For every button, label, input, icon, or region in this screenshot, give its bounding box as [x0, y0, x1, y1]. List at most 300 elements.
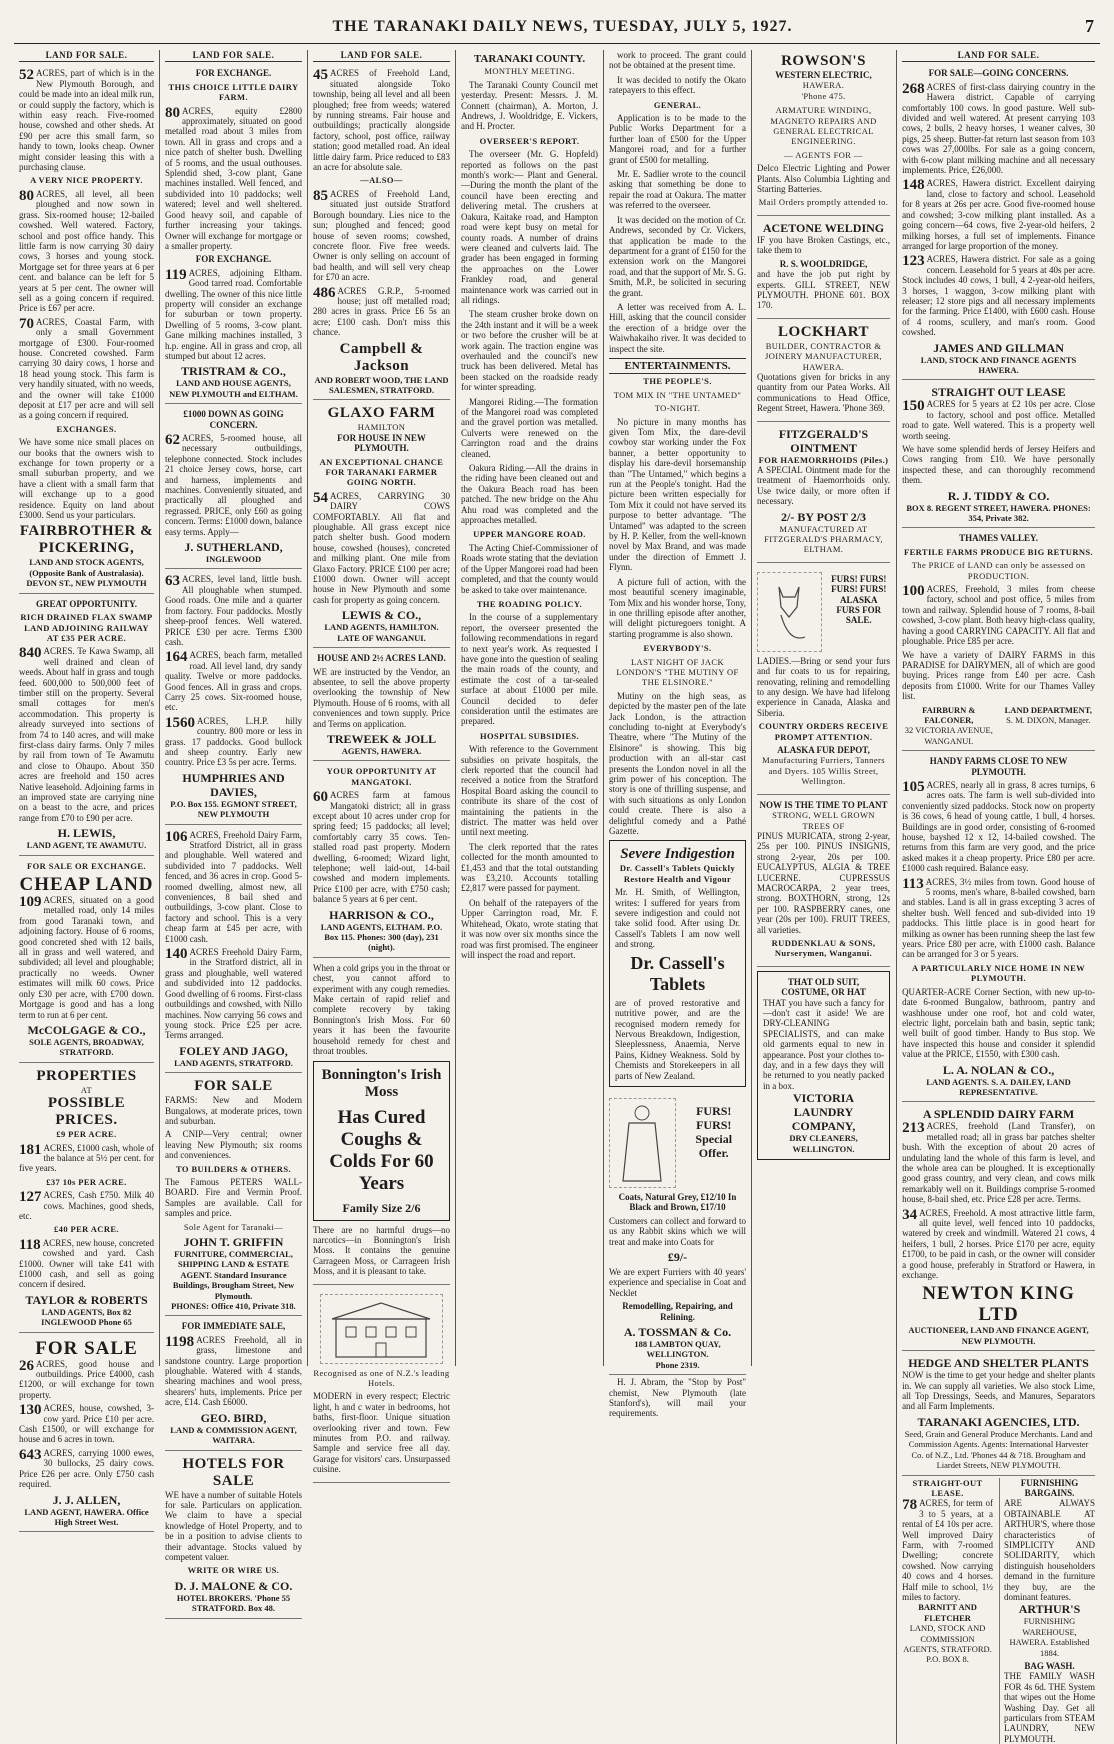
article-paragraph: Mr. E. Sadlier wrote to the council asking that something be done to repair the road at Oakura. The matter was referred to the overseer. — [609, 169, 746, 211]
ad-text: are of proved restorative and nutritive power, and are the recognised modern remedy for Nervous Breakdown, Indigestion, Sleeplessness, Anaemia, Nerve Pains, Kidney Weakness. Sold by Chemists and Storekeepers in all parts of New Zealand. — [615, 998, 740, 1081]
classified-ad — [902, 530, 1095, 751]
agent-phone: Phone 2319. — [609, 1360, 746, 1370]
ad-text: ACRES, Cash £750. Milk 40 cows. Machines, good sheds, etc. — [19, 1190, 154, 1221]
ad-heading: £1000 DOWN AS GOING CONCERN. — [165, 409, 302, 430]
ad-text: ACRES, for term of 3 to 5 years, at a rental of £4 10s per acre. Well improved Dairy Farm, with 7-roomed Dwelling; concrete cowshed. Now carrying 40 cows and 4 horses. Half mile to school, 1½ miles to factory. — [902, 1498, 993, 1602]
ad-text: WE have a number of suitable Hotels for sale. Particulars on application. We claim to have a special knowledge of Hotel Property, and to be in a position to advise clients to their advantage. Stocks valued by competent valuer. — [165, 1490, 302, 1563]
acreage: 119 — [165, 268, 187, 282]
classified-ad — [19, 596, 154, 856]
ad-text: ACRES, 5-roomed house, all necessary outbuildings, telephone connected. Stock includes 21 choice Jersey cows, horse, cart and harness, implements and machines. Conveniently situated, and practically all ploughed and regrassed. PRICE, only £60 as going concern. Terms: £1000 down, balance easy terms. Apply— — [165, 433, 302, 537]
remedy-title: Bonnington's Irish Moss — [319, 1067, 444, 1101]
ad-text: We are expert Furriers with 40 years' experience and specialise in Coat and Necklet — [609, 1267, 746, 1298]
acreage: 181 — [19, 1143, 42, 1157]
agent-name: GEO. BIRD, — [165, 1411, 302, 1425]
ad-subheading: FERTILE FARMS PRODUCE BIG RETURNS. — [902, 547, 1095, 557]
ad-text: Mail Orders promptly attended to. — [757, 197, 890, 207]
column-6b — [896, 50, 1095, 1744]
article-paragraph: The overseer (Mr. G. Hopfeld) reported as follows on the past month's work:— Plant and General.—During the month the plant of the council have been erecting and delivering metal. The crushers at Oakura, Kaitake road, and Hampton road were kept busy on metal for county roads. A number of drains were cleaned and culverts laid. The grader has been engaged in forming the approaches on the Lower Frankley road, and general maintenance work was carried out in all ridings. — [461, 149, 598, 305]
article-section-heading: THE ROADING POLICY. — [461, 599, 598, 609]
page-number: 7 — [1085, 16, 1094, 37]
ad-heading: NOW IS THE TIME TO PLANT — [757, 800, 890, 810]
ad-heading: FOR SALE — [165, 1078, 302, 1095]
agent-address: INGLEWOOD — [165, 554, 302, 564]
ad-subheading: BUILDER, CONTRACTOR & JOINERY MANUFACTURER, HAWERA. — [757, 341, 890, 372]
acreage: 113 — [902, 877, 924, 891]
agent-address: SOLE AGENTS, BROADWAY, STRATFORD. — [19, 1037, 154, 1058]
ad-text: A CNIP—Very central; owner leaving New Plymouth; six rooms and conveniences. — [165, 1129, 302, 1160]
ad-text: ACRES, all level, all been ploughed and now sown in grass. Six-roomed house; 12-bailed cowshed. Well watered. Factory, school and post office handy. This little farm is now carrying 30 dairy cows, 3 horses and young stock. Mortgage set for three years at 6 per cent. and balance can be left for 5 years at 5 per cent. The owner will sell as a going concern if required. Price is £67 per acre. — [19, 189, 154, 313]
ad-text: ACRES, Hawera district. Excellent dairying land, close to factory and school. Leasehold for 8 years at 26s per acre. Good five-roomed house and cowshed; 3-cow milking plant installed. As a going concern—64 cows, five 2-year-old heifers, 2 milking horses, a full set of implements. Finance arranged for large proportion of the money. — [902, 178, 1095, 250]
article-paragraph: With reference to the Government subsidies on private hospitals, the clerk reported that the council had received a notice from the Stratford Hospital Board asking the council to contribute its share of the cost of maintaining the patients in the district. The matter was held over until next meeting. — [461, 744, 598, 838]
agent-address: BOX 8. REGENT STREET, HAWERA. PHONES: 354, Private 382. — [902, 503, 1095, 524]
ad-heading: FITZGERALD'S OINTMENT — [757, 427, 890, 455]
ad-text: ACRES, beach farm, metalled road. All level land, dry sandy quality. Twelve or more paddocks. Good fences. All in grass and crops. Carry 25 cows. Six-roomed house, etc. — [165, 650, 302, 712]
classified-ad — [313, 402, 450, 648]
agent-name: H. LEWIS, — [19, 826, 154, 840]
article-paragraph: In the course of a supplementary report, the overseer presented the following recommendations in regard to next year's work. As requested I have gone into the question of sealing the main roads of the county, and estimate the cost of a tar-sealed surface at about £1000 per mile. Council decided to defer consideration until the estimates are prepared. — [461, 612, 598, 726]
article-paragraph: Mutiny on the high seas, as depicted by the master pen of the late Jack London, is the attraction concluding to-night at Everybody's Theatre, where "The Mutiny of the Elsinore" is showing. This big production with an all-star cast presents the London novel in all the grim power of his conception. The story is one of thrilling suspense, and with such situations as only London could create. There is also a delightful comedy and a Pathé Gazette. — [609, 691, 746, 837]
ad-text: ARMATURE WINDING, MAGNETO REPAIRS AND GENERAL ELECTRICAL ENGINEERING. — [757, 105, 890, 147]
agent-address: LAND & COMMISSION AGENT, WAITARA. — [165, 1425, 302, 1446]
ad-text: A SPECIAL Ointment made for the treatment of Haemorrhoids only. Use twice daily, or more often if necessary. — [757, 465, 890, 507]
ad-heading: YOUR OPPORTUNITY AT MANGATOKI. — [313, 766, 450, 787]
article-paragraph: Oakura Riding.—All the drains in the riding have been cleaned out and the Oakura Beach road has been patched. The new bridge on the Ahu Ahu road was completed and the approaches metalled. — [461, 463, 598, 525]
acreage: 70 — [19, 317, 34, 331]
ad-heading: LOCKHART — [757, 324, 890, 341]
price-line: £40 PER ACRE. — [19, 1224, 154, 1234]
agent-address: AND ROBERT WOOD, THE LAND SALESMEN, STRATFORD. — [313, 375, 450, 396]
classified-ad — [165, 1318, 302, 1450]
agent-address: LAND AGENTS, STRATFORD. — [165, 1058, 302, 1068]
acreage: 118 — [19, 1238, 41, 1252]
fox-illustration — [757, 572, 822, 652]
article-paragraph: The Acting Chief-Commissioner of Roads wrote stating that the deviation of the Upper Mangorei road had been completed, and that the county would be asked to take over maintenance. — [461, 543, 598, 595]
ad-text: THE FAMILY WASH FOR 4s 6d. THE System that wipes out the Home Washing Day. Get all particulars from STEAM LAUNDRY, NEW PLYMOUTH. — [1004, 1671, 1095, 1744]
agent-address: FURNISHING WAREHOUSE, HAWERA. Established 1884. — [1004, 1616, 1095, 1658]
ad-text: PINUS MURICATA, strong 2-year, 25s per 100. PINUS INSIGNIS, strong 2-year, 20s per 100. EUCALYPTUS, ALGIA & TREE LUCERNE. CUPRESSUS MACROCARPA, 2 year trees, strong. BOXTHORN, strong, 12s per 100. RASPBERRY canes, one year (20s per 100). FRUIT TREES, all varieties. — [757, 831, 890, 935]
ad-subheading: TO BUILDERS & OTHERS. — [165, 1164, 302, 1174]
agent-address: LAND AGENTS, HAMILTON. LATE OF WANGANUI. — [313, 622, 450, 643]
agent-name: BARNITT AND FLETCHER — [902, 1602, 993, 1623]
ad-subheading: FOR SALE OR EXCHANGE. — [19, 861, 154, 871]
agent-address: LAND AND STOCK AGENTS, (Opposite Bank of Australasia). DEVON ST., NEW PLYMOUTH — [19, 557, 154, 588]
ad-text: ACRES, carrying 1000 ewes, 30 bullocks, 25 dairy cows. Price £26 per acre. Only £750 cash required. — [19, 1448, 154, 1489]
ad-heading: A SPLENDID DAIRY FARM — [902, 1107, 1095, 1121]
ad-heading: FURS! FURS! Special Offer. — [682, 1094, 747, 1192]
ad-text: ACRES, equity £2800 approximately, situated on good metalled road about 3 miles from town. All in grass and crops and a nice patch of shelter bush. Dwelling of 5 rooms, and the usual outhouses. Splendid shed, 3-cow plant, Gane machines installed. Well fenced, and subdivided into 10 paddocks; well watered; level and well sheltered. Good heavy soil, and capable of further increasing your takings. Owner will exchange for mortgage or a smaller property. — [165, 106, 302, 251]
article-subheadline: MONTHLY MEETING. — [461, 66, 598, 76]
ad-subheading: HAMILTON — [313, 422, 450, 432]
ad-text: Customers can collect and forward to us any Rabbit skins which we will treat and make into Coats for — [609, 1216, 746, 1247]
column-6a — [757, 50, 890, 1744]
ad-text: ACRES, house, cowshed, 3-cow yard. Price £10 per acre. Cash £1500, or will exchange for house and 6 acres in town. — [19, 1403, 154, 1444]
acreage: 100 — [902, 584, 925, 598]
agent-name: D. J. MALONE & CO. — [165, 1579, 302, 1593]
column-2 — [160, 50, 308, 1366]
classified-ad — [165, 571, 302, 824]
ad-subheading: WRITE OR WIRE US. — [165, 1565, 302, 1575]
classified-ad — [165, 1075, 302, 1316]
ad-text: There are no harmful drugs—no narcotics—in Bonnington's Irish Moss. It contains the genuine Carrageen Moss, or Carrageen Irish Moss, and it is pleasant to take. — [313, 1225, 450, 1277]
acreage: 85 — [313, 189, 328, 203]
ad-text: ACRES G.R.P., 5-roomed house; just off metalled road; 280 acres in grass. Price £6 5s an acre; £100 cash. Don't miss this chance. — [313, 286, 450, 338]
ad-subheading: The PRICE of LAND can only be assessed on PRODUCTION. — [902, 560, 1095, 581]
agent-name: HARRISON & CO., — [313, 908, 450, 922]
acreage: 150 — [902, 399, 925, 413]
ad-heading: FURNISHING BARGAINS. — [1004, 1478, 1095, 1499]
agent-name: A. TOSSMAN & Co. — [609, 1325, 746, 1339]
acreage: 643 — [19, 1448, 42, 1462]
agent-name: HUMPHRIES AND DAVIES, — [165, 771, 302, 799]
acreage: 840 — [19, 646, 42, 660]
ad-text: ACRES, adjoining Eltham. Good tarred road. Comfortable dwelling. The owner of this nice little property will consider an exchange for suburban or town property. Dwelling of 5 rooms, 3-cow plant. Gane milking machines installed, 3 h.p. engine. All in grass and crop, all stumped but about 12 acres. — [165, 268, 302, 361]
agent-address: LAND, STOCK AND FINANCE AGENTS HAWERA. — [902, 355, 1095, 376]
acreage: 130 — [19, 1403, 42, 1417]
ad-text: Delco Electric Lighting and Power Plants. Also Columbia Lighting and Starting Batteries. — [757, 163, 890, 194]
ad-text: ACRES, Freehold Dairy Farm, Stratford District, all in grass and ploughable. Well watered and subdivided into 7 paddocks. Well fenced, and 36 acres in crop. Good 5-roomed dwelling, almost new, all conveniences, 8 bail shed and outbuildings, 3-cow plant. Close to factory and school. This is a very cheap farm at £45 per acre, with £1000 cash. — [165, 830, 302, 944]
agent-name: NEWTON KING LTD — [902, 1283, 1095, 1325]
building-icon — [326, 1299, 436, 1359]
ad-heading: Coats, Natural Grey, £12/10 In Black and Brown, £17/10 — [609, 1192, 746, 1213]
ad-subheading: FOR HAEMORRHOIDS (Piles.) — [757, 455, 890, 465]
ad-heading: STRAIGHT OUT LEASE — [902, 385, 1095, 399]
agent-address: Seed, Grain and General Produce Merchants. Land and Commission Agents. Agents: International Harvester Co. of N.Z., Ltd. 'Phones 44 & 718. Brougham and Liardet Streets, NEW PLYMOUTH. — [902, 1429, 1095, 1471]
article-paragraph: work to proceed. The grant could not be obtained at the present time. — [609, 50, 746, 71]
acreage: 63 — [165, 574, 180, 588]
price-line: £9/- — [609, 1250, 746, 1264]
section-heading: LAND FOR SALE. — [902, 50, 1095, 62]
classified-ad — [902, 1104, 1095, 1351]
ad-text: ACRES of first-class dairying country in the Hawera district. Capable of carrying comfortably 100 cows. In good pasture. Well sub-divided and well watered. At present carrying 103 cows, 2 bulls, 2 heavy horses, 1 weaner calves, 30 pigs, 25 sheep. Butter-fat return last season from 103 cows was 27,000lbs. For sale as a going concern, with 6-cow plant milking machine and all necessary implements. Price, £26,000. — [902, 82, 1095, 175]
agent-name: R. J. TIDDY & CO. — [902, 489, 1095, 503]
acreage: 78 — [902, 1498, 917, 1512]
classified-ad — [902, 382, 1095, 528]
classified-ad — [19, 1065, 154, 1333]
agent-name: JAMES AND GILLMAN — [902, 341, 1095, 355]
ad-heading: ACETONE WELDING — [757, 221, 890, 235]
ad-tag: A VERY NICE PROPERTY. — [19, 175, 154, 185]
remedy-size: Family Size 2/6 — [319, 1201, 444, 1215]
acreage: 62 — [165, 433, 180, 447]
ad-heading: Dr. Cassell's Tablets — [615, 953, 740, 995]
coat-icon — [617, 1103, 667, 1183]
display-ad — [313, 960, 450, 1285]
section-heading: LAND FOR SALE. — [165, 50, 302, 62]
article-section-heading: HOSPITAL SUBSIDIES. — [461, 731, 598, 741]
ointment-ad — [757, 424, 890, 563]
acreage: 1560 — [165, 716, 195, 730]
classified-ad — [165, 406, 302, 569]
ad-heading: GLAXO FARM — [313, 405, 450, 422]
ad-text: ACRES Freehold Dairy Farm, in the Stratford district, all in grass and ploughable, well watered and subdivided into 12 paddocks. Good dwelling of 6 rooms. First-class outbuildings and cowshed, with Nillo machines. Now carrying 56 cows and young stock. Price £25 per acre. Terms arranged. — [165, 947, 302, 1040]
ad-subheading: —ALSO— — [313, 175, 450, 185]
ad-subheading: AT — [19, 1085, 154, 1095]
ad-text: MODERN in every respect; Electric light, h and c water in bedrooms, hot baths, first-floor. Unique situation overlooking river and town. Few minutes from P.O. and railway. Sample and service free all day. Garage for visitors' cars. Unsurpassed cuisine. — [313, 1391, 450, 1474]
ad-text: IF you have Broken Castings, etc., take them to — [757, 235, 890, 256]
agent-address: LAND AGENTS. S. A. DAILEY, LAND REPRESENTATIVE. — [902, 1077, 1095, 1098]
section-heading: LAND FOR SALE. — [19, 50, 154, 62]
ad-heading: Severe Indigestion — [615, 846, 740, 863]
acreage: 80 — [165, 106, 180, 120]
fur-depot-ad — [757, 565, 890, 795]
ad-text: We have some nice small places on our books that the owners wish to exchange for town property or a small suburban property, and we have a client with a small farm that will exchange up to a good residence. Equity on land about £3000. Send us your particulars. — [19, 437, 154, 520]
classified-ad — [19, 858, 154, 1063]
acreage: 45 — [313, 68, 328, 82]
ad-subheading: Dr. Cassell's Tablets Quickly Restore Health and Vigour — [615, 863, 740, 884]
ad-text: ACRES of Freehold Land, situated alongside Toko township, being all level and all been ploughed; free from weeds; watered by running streams. Fair house and outbuildings; practically alongside factory, school, post office, railway station; good metalled road. An ideal little dairy farm. Price reduced to £83 an acre for absolute sale. — [313, 68, 450, 172]
laundry-ad — [757, 971, 890, 1160]
ad-subheading: RICH DRAINED FLAX SWAMP LAND ADJOINING RAILWAY AT £35 PER ACRE. — [19, 612, 154, 643]
agent-name: TREWEEK & JOLL — [313, 732, 450, 746]
agent-address: LAND AGENTS, ELTHAM. P.O. Box 115. Phones: 300 (day), 231 (night). — [313, 922, 450, 953]
agent-address: LAND AGENT, TE AWAMUTU. — [19, 840, 154, 850]
classified-ad — [902, 753, 1095, 1102]
remedy-box — [313, 1061, 450, 1221]
column-5 — [604, 50, 752, 1366]
article-paragraph: Mangorei Riding.—The formation of the Mangorei road was completed and the gravel portion was metalled. Culverts were renewed on the Carrington road and the drains cleaned. — [461, 397, 598, 459]
ad-text: ACRES of Freehold Land, situated just outside Stratford Borough boundary. Lies nice to the sun; ploughed and fenced; good house of seven rooms; cowshed, concrete floor. Five free weeds. Owner is only selling on account of bad health, and will sell very cheap for £70 an acre. — [313, 189, 450, 282]
furs-ad — [609, 1091, 746, 1375]
article-paragraph: The Taranaki County Council met yesterday. Present: Messrs. J. M. Connett (chairman), A. Morton, J. Andrews, J. Wooldridge, E. Vickers, and H. Procter. — [461, 80, 598, 132]
agent-name: TARANAKI AGENCIES, LTD. — [902, 1415, 1095, 1429]
agent-address: FURNITURE, COMMERCIAL, SHIPPING LAND & ESTATE AGENT. Standard Insurance Buildings, Brougham Street, New Plymouth. — [165, 1249, 302, 1301]
article-subheadline: TOM MIX IN "THE UNTAMED" — [609, 390, 746, 400]
ad-heading: STRAIGHT-OUT LEASE. — [902, 1478, 993, 1499]
ad-heading: HOUSE AND 2½ ACRES LAND. — [313, 653, 450, 663]
classified-ad — [165, 1453, 302, 1619]
agent-address: AUCTIONEER, LAND AND FINANCE AGENT, NEW PLYMOUTH. — [902, 1325, 1095, 1346]
ad-text: ACRES, nearly all in grass, 8 acres turnips, 6 acres oats. The farm is well sub-divided into conveniently sized paddocks. Stock now on property is 36 cows, 6 head of young cattle, 1 bull, 4 horses. Buildings are in good order, consisting of 6-roomed house, bayshed 12 x 12, 14-bailed cowshed. The returns from this farm are very good, and the price asked makes it a cheap property. Price £80 per acre. £1000 cash required. Balance easy. — [902, 780, 1095, 873]
ad-heading: THAT OLD SUIT, COSTUME, OR HAT — [763, 977, 884, 998]
article-section-heading: UPPER MANGORE ROAD. — [461, 529, 598, 539]
acreage: 80 — [19, 189, 34, 203]
acreage: 109 — [19, 895, 42, 909]
masthead — [14, 10, 1100, 44]
agent-address: LAND AND HOUSE AGENTS, NEW PLYMOUTH and ELTHAM. — [165, 378, 302, 399]
ad-heading: FOR HOUSE IN NEW PLYMOUTH. — [313, 433, 450, 454]
agent-address: LAND AGENT, HAWERA. Office High Street West. — [19, 1507, 154, 1528]
article-section-heading: GENERAL. — [609, 100, 746, 110]
agent-address: Manufacturing Furriers, Tanners and Dyers. 105 Willis Street, Wellington. — [757, 755, 890, 786]
acreage: 60 — [313, 790, 328, 804]
article-paragraph: No picture in many months has given Tom Mix, the dare-devil cowboy star working under the Fox banner, a better opportunity to display his dare-devil horsemanship than "The Untamed," which begins a run at the People's tonight. Had the picture been written especially for Tom Mix it could not have served its purpose to better advantage. "The Untamed" was adapted to the screen by H. P. Keller, from the well-known novel by Max Brand, and was made under the direction of Emmett J. Flynn. — [609, 417, 746, 573]
classified-ad — [902, 65, 1095, 380]
acreage: 164 — [165, 650, 188, 664]
remedy-claim: Has Cured Coughs & Colds For 60 Years — [319, 1107, 444, 1195]
ad-heading: HANDY FARMS CLOSE TO NEW PLYMOUTH. — [902, 756, 1095, 777]
ad-subheading: COUNTRY ORDERS RECEIVE PROMPT ATTENTION. — [757, 721, 890, 742]
acreage: 106 — [165, 830, 188, 844]
ad-text: NOW is the time to get your hedge and shelter plants in. We can supply all varieties. We also stock Lime, all Top Dressings, Seeds, and Manures, Separators and all Farm Implements. — [902, 1370, 1095, 1412]
ad-heading: ROWSON'S — [757, 53, 890, 70]
ad-subheading: A PARTICULARLY NICE HOME IN NEW PLYMOUTH. — [902, 963, 1095, 984]
ad-subheading: EXCHANGES. — [19, 424, 154, 434]
ad-text: When a cold grips you in the throat or chest, you cannot afford to experiment with any cough remedies. Make certain of rapid relief and complete recovery by taking Bonnington's Irish Moss. For 60 years it has been the favourite household remedy for chest and throat troubles. — [313, 963, 450, 1057]
ad-heading: FOR EXCHANGE. — [165, 254, 302, 264]
agent-name: RUDDENKLAU & SONS, Nurserymen, Wanganui. — [757, 938, 890, 959]
tablets-ad — [609, 840, 746, 1087]
hotel-illustration — [320, 1294, 443, 1364]
ad-subheading: Recognised as one of N.Z.'s leading Hotels. — [313, 1368, 450, 1389]
agent-address: LAND AGENTS, Box 82 INGLEWOOD Phone 65 — [19, 1307, 154, 1328]
ad-text: Quotations given for bricks in any quantity from our Patea Works. All communications to Head Office, Regent Street, Hawera. 'Phone 369. — [757, 372, 890, 414]
classified-ad — [313, 65, 450, 400]
ad-text: ACRES, CARRYING 30 DAIRY COWS COMFORTABLY. All flat and ploughable. All grass except nice patch shelter bush. Good modern house, cowshed (houses), concreted and milking plant. One mile from Glaxo Factory. PRICE £100 per acre; £1000 down. Owner will accept house in New Plymouth and some cash for property as going concern. — [313, 491, 450, 605]
ad-heading: FOR EXCHANGE. — [165, 68, 302, 78]
ad-heading: BAG WASH. — [1004, 1661, 1095, 1671]
ad-subheading: AN EXCEPTIONAL CHANCE FOR TARANAKI FARMER GOING NORTH. — [313, 457, 450, 488]
hotel-ad — [313, 1287, 450, 1483]
ad-text: ACRES farm at famous Mangatoki district; all in grass except about 10 acres under crop for spring feed; 15 paddocks; all level; comfortably carry 35 cows. Ten-stalled road past property. Modern dwelling, 6-roomed; Wizard light, telephone; well laid-out, 14-bail cowshed and modern implements. Price £100 per acre, with £750 cash; balance 5 years at 6 per cent. — [313, 790, 450, 904]
ad-text: Mr. H. Smith, of Wellington, writes: I suffered for years from severe indigestion and could not take solid food. After using Dr. Cassell's Tablets I am now well and strong. — [615, 887, 740, 949]
price-line: 2/- BY POST 2/3 — [757, 510, 890, 524]
acreage: 1198 — [165, 1335, 194, 1349]
acreage: 34 — [902, 1208, 917, 1222]
agent-address: 32 VICTORIA AVENUE, WANGANUI. — [902, 725, 995, 746]
ad-text: Sole Agent for Taranaki— — [165, 1222, 302, 1232]
section-heading: LAND FOR SALE. — [313, 50, 450, 62]
agent-name: FOLEY AND JAGO, — [165, 1044, 302, 1058]
ad-text: We have some splendid herds of Jersey Heifers and Cows ranging from £10. We have personally inspected these, and can thoroughly recommend them. — [902, 444, 1095, 486]
fox-icon — [759, 577, 819, 647]
agent-name: JOHN T. GRIFFIN — [165, 1235, 302, 1249]
lease-ad — [902, 1478, 993, 1744]
acreage: 140 — [165, 947, 188, 961]
article-paragraph: The clerk reported that the rates collected for the month amounted to £1,453 and that the total outstanding was £3,210. Accounts totalling £2,817 were passed for payment. — [461, 842, 598, 894]
ad-text: and have the job put right by experts. GILL STREET, NEW PLYMOUTH. PHONE 601. BOX 170. — [757, 269, 890, 311]
ad-subheading: THIS CHOICE LITTLE DAIRY FARM. — [165, 82, 302, 103]
agent-name: J. SUTHERLAND, — [165, 540, 302, 554]
ad-heading: HEDGE AND SHELTER PLANTS — [902, 1356, 1095, 1370]
column-6 — [752, 50, 1100, 1366]
agent-name: McCOLGAGE & CO., — [19, 1023, 154, 1037]
ad-text: FARMS: New and Modern Bungalows, at moderate prices, town and suburban. — [165, 1095, 302, 1126]
ad-text: ACRES Freehold, all in grass, limestone and sandstone country. Large proportion ploughable. Watered with 4 stands, shearing machines and wool press, shearers' huts, implements. Price per acre, £14. Cash £6000. — [165, 1335, 302, 1407]
ad-text: MANUFACTURED AT FITZGERALD'S PHARMACY, ELTHAM. — [757, 524, 890, 555]
ad-text: ACRES, new house, concreted cowshed and yard. Cash £1000. Owner will take £41 with £1000 cash, and sell as going concern if desired. — [19, 1238, 154, 1290]
ad-text: ACRES, £1000 cash, whole of the balance at 5½ per cent. for five years. — [19, 1143, 154, 1174]
agent-name: TRISTRAM & CO., — [165, 364, 302, 378]
ad-heading: POSSIBLE PRICES. — [19, 1095, 154, 1129]
agent-address: AGENTS, HAWERA. — [313, 746, 450, 756]
agent-name: VICTORIA LAUNDRY COMPANY, — [763, 1091, 884, 1133]
article-section-heading: OVERSEER'S REPORT. — [461, 136, 598, 146]
column-4 — [456, 50, 604, 1366]
article-headline: TARANAKI COUNTY. — [461, 54, 598, 64]
ad-text: ACRES, Hawera district. For sale as a going concern. Leasehold for 5 years at 40s per acre. Stock includes 40 cows, 1 bull, 4 2-year-old heifers, 3 horses, 1 waggon, 3-cow milking plant with releaser; 12 store pigs and all necessary implements for the farming. Price £1400, with £600 cash. House of 4 rooms, scullery, and man's room. Good cowshed. — [902, 254, 1095, 337]
agent-name: ARTHUR'S — [1004, 1602, 1095, 1616]
ad-subheading: WESTERN ELECTRIC, — [757, 70, 890, 80]
ad-heading: HOTELS FOR SALE — [165, 1456, 302, 1490]
ad-text: THAT you have such a fancy for—don't cast it aside! We are DRY-CLEANING SPECIALISTS, and can make old garments equal to new in appearance. Post your clothes to-day, and in a few days they will be returned to you neatly packed in a box. — [763, 998, 884, 1092]
classified-ad — [902, 1353, 1095, 1475]
article-subheadline: TO-NIGHT. — [609, 403, 746, 413]
acreage: 127 — [19, 1190, 42, 1204]
ad-text: ACRES, good house and outbuildings. Price £4000, cash £1200, or will exchange for town property. — [19, 1359, 154, 1400]
electric-ad — [757, 50, 890, 216]
paper-title: THE TARANAKI DAILY NEWS, TUESDAY, JULY 5, 1927. — [332, 18, 792, 36]
nursery-ad — [757, 797, 890, 967]
agent-name: FAIRBURN & FALCONER, — [902, 705, 995, 726]
article-paragraph: It was decided on the motion of Cr. Andrews, seconded by Cr. Vickers, that application be made to the department for a grant of £150 for the extension work on the Mangorei road, and that the support of Mr. S. G. Smith, M.P., be solicited in securing the grant. — [609, 215, 746, 298]
ad-heading: THAMES VALLEY. — [902, 533, 1095, 543]
agent-address: HOTEL BROKERS. 'Phone 55 STRATFORD. Box 48. — [165, 1593, 302, 1614]
agent-name: R. S. WOOLDRIDGE, — [757, 259, 890, 269]
article-paragraph: A letter was received from A. L. Hill, asking that the council consider the erection of a bridge over the Waiwhakaiho river. It was decided to inspect the site. — [609, 302, 746, 354]
page-columns — [14, 50, 1100, 1366]
ad-heading: CHEAP LAND — [19, 874, 154, 895]
acreage: 123 — [902, 254, 925, 268]
fur-coat-illustration — [609, 1098, 676, 1188]
builder-ad — [757, 321, 890, 422]
acreage: 54 — [313, 491, 328, 505]
ad-text: The Famous PETERS WALL-BOARD. Fire and Vermin Proof. Samples are available. Call for samples and price. — [165, 1177, 302, 1219]
acreage: 148 — [902, 178, 925, 192]
ad-text: ARE ALWAYS OBTAINABLE AT ARTHUR'S, where those characteristics of SIMPLICITY AND SOLIDARITY, which distinguish householders demand in the furniture they buy, are the dominant features. — [1004, 1498, 1095, 1602]
article-paragraph: A picture full of action, with the most beautiful scenery imaginable, Tom Mix and his wonder horse, Tony, in one thrilling episode after another, will delight picturegoers tonight. A starting programme is also shown. — [609, 577, 746, 639]
ad-heading: FOR IMMEDIATE SALE, — [165, 1321, 302, 1331]
classified-ad — [19, 65, 154, 593]
acreage: 52 — [19, 68, 34, 82]
ad-text: ACRES, Freehold, 3 miles from cheese factory, school and post office, 5 miles from town and railway. Splendid house of 7 rooms, 8-bail cowshed, 3-cow plant. Both heavy high-class quality, having a good CARRYING CAPACITY. All flat and ploughable. Price £85 per acre. — [902, 584, 1095, 646]
acreage: 26 — [19, 1359, 34, 1373]
agent-name: J. J. ALLEN, — [19, 1493, 154, 1507]
ad-heading: GREAT OPPORTUNITY. — [19, 599, 154, 609]
ad-heading: FURS! FURS! FURS! FURS! ALASKA FURS FOR SALE. — [828, 568, 891, 656]
ad-heading: FOR SALE — [19, 1338, 154, 1359]
article-paragraph: The steam crusher broke down on the 24th instant and it will be a week or two before the crusher will be at work again. The traction engine was overhauled and the council's new truck has been delivered. Metal has been stacked on the roadside ready for winter spreading. — [461, 309, 598, 392]
price-line: £37 10s PER ACRE. — [19, 1177, 154, 1187]
article-section-heading: THE PEOPLE'S. — [609, 376, 746, 386]
ad-text: WE are instructed by the Vendor, an absentee, to sell the above property overlooking the township of New Plymouth. House of 6 rooms, with all conveniences and town supply. Price and Terms on application. — [313, 667, 450, 729]
column-1 — [14, 50, 160, 1366]
acreage: 268 — [902, 82, 925, 96]
ad-text: ACRES, freehold (Land Transfer), on metalled road; all in grass bar patches shelter bush. With the exception of about 20 acres of undulating land the whole of this farm is level, and the whole area can be ploughed. It is exceptionally good grass country, and very clean, and cows milk remarkably well on it. Buildings comprise 5-roomed house, 8-bail shed, etc. Price £28 per acre. Terms. — [902, 1121, 1095, 1204]
article-paragraph: Application is to be made to the Public Works Department for a further loan of £500 for the Upper Mangorei road, and for a further grant of £500 for metalling. — [609, 113, 746, 165]
agent-name: Campbell & Jackson — [313, 341, 450, 375]
agent-name: LEWIS & CO., — [313, 608, 450, 622]
article-headline: ENTERTAINMENTS. — [609, 358, 746, 374]
ad-text: QUARTER-ACRE Corner Section, with new up-to-date 6-roomed Bungalow, bathroom, pantry and washhouse under one roof, hot and cold water, electric light, porcelain bath and basin, septic tank; well built of good timber. Handy to Bus stop. We have inspected this house and consider it splendid value at the PRICE, £1550, with £300 cash. — [902, 987, 1095, 1060]
agent-name: TAYLOR & ROBERTS — [19, 1293, 154, 1307]
ad-text: ACRES for 5 years at £2 10s per acre. Close to factory, school and post office. Metalled road to gate. Well watered. This is a property well worth seeing. — [902, 399, 1095, 440]
agent-address: LAND, STOCK AND COMMISSION AGENTS, STRATFORD. P.O. BOX 8. — [902, 1623, 993, 1665]
agent-name: LAND DEPARTMENT, — [1002, 705, 1095, 715]
classified-ad — [19, 1335, 154, 1533]
ad-subheading: — AGENTS FOR — — [757, 150, 890, 160]
article-paragraph: H. J. Abram, the "Stop by Post" chemist, New Plymouth (late Stanford's), will mail your requirements. — [609, 1377, 746, 1419]
article-section-heading: EVERYBODY'S. — [609, 643, 746, 653]
ad-subheading: Remodelling, Repairing, and Relining. — [609, 1301, 746, 1322]
agent-address: DRY CLEANERS, WELLINGTON. — [763, 1133, 884, 1154]
ad-subheading: STRONG, WELL GROWN TREES OF — [757, 810, 890, 831]
agent-phone: PHONES: Office 410, Private 318. — [165, 1301, 302, 1311]
furnishing-ad — [999, 1478, 1095, 1744]
agent-name: FAIRBROTHER & PICKERING, — [19, 523, 154, 557]
agent-name: L. A. NOLAN & CO., — [902, 1063, 1095, 1077]
ad-heading: PROPERTIES — [19, 1068, 154, 1085]
ad-text: ACRES, L.H.P. hilly country. 800 more or less in grass. 17 paddocks. Good bullock and sheep country. Early new country. Price £3 5s per acre. Terms. — [165, 716, 302, 768]
acreage: 105 — [902, 780, 925, 794]
article-subheadline: LAST NIGHT OF JACK LONDON'S "THE MUTINY OF THE ELSINORE." — [609, 657, 746, 688]
ad-text: ACRES, situated on a good metalled road, only 14 miles from good Taranaki town, and adjoining factory. House of 6 rooms, good concreted shed with 12 bails, all in grass and well watered, and subdivided; all level and ploughable; practically no weeds. Owner estimates will milk 60 cows. Price only £30 per acre, with £700 down. Mortgage is good and has a long term to run at 6 per cent. — [19, 895, 154, 1019]
column-3 — [308, 50, 456, 1366]
classified-ad — [313, 650, 450, 761]
ad-text: We have a variety of DAIRY FARMS in this PARADISE for DAIRYMEN, all of which are good buying. Prices range from £40 per acre. Cash deposits from £1000. Write for our Thames Valley list. — [902, 650, 1095, 702]
agent-name: ALASKA FUR DEPOT, — [757, 745, 890, 755]
agent-address: 188 LAMBTON QUAY, WELLINGTON. — [609, 1339, 746, 1360]
ad-text: ACRES. Te Kawa Swamp, all well drained and clean of weeds. About half in grass and tough feed. 600,000 to 500,000 feet of timber still on the property. Several small cottages for men's accommodation. This property is already surveyed into sections of from 74 to 140 acres, and will make first-class dairy farms. Only 7 miles by rail from town of Te Awamutu and close to Ohaupo. About 350 acres are freehold and 150 acres Native leasehold. Adjoining farms in an improved state are carrying nine on a beast to the acre, and prices range from £70 to £90 per acre. — [19, 646, 154, 823]
